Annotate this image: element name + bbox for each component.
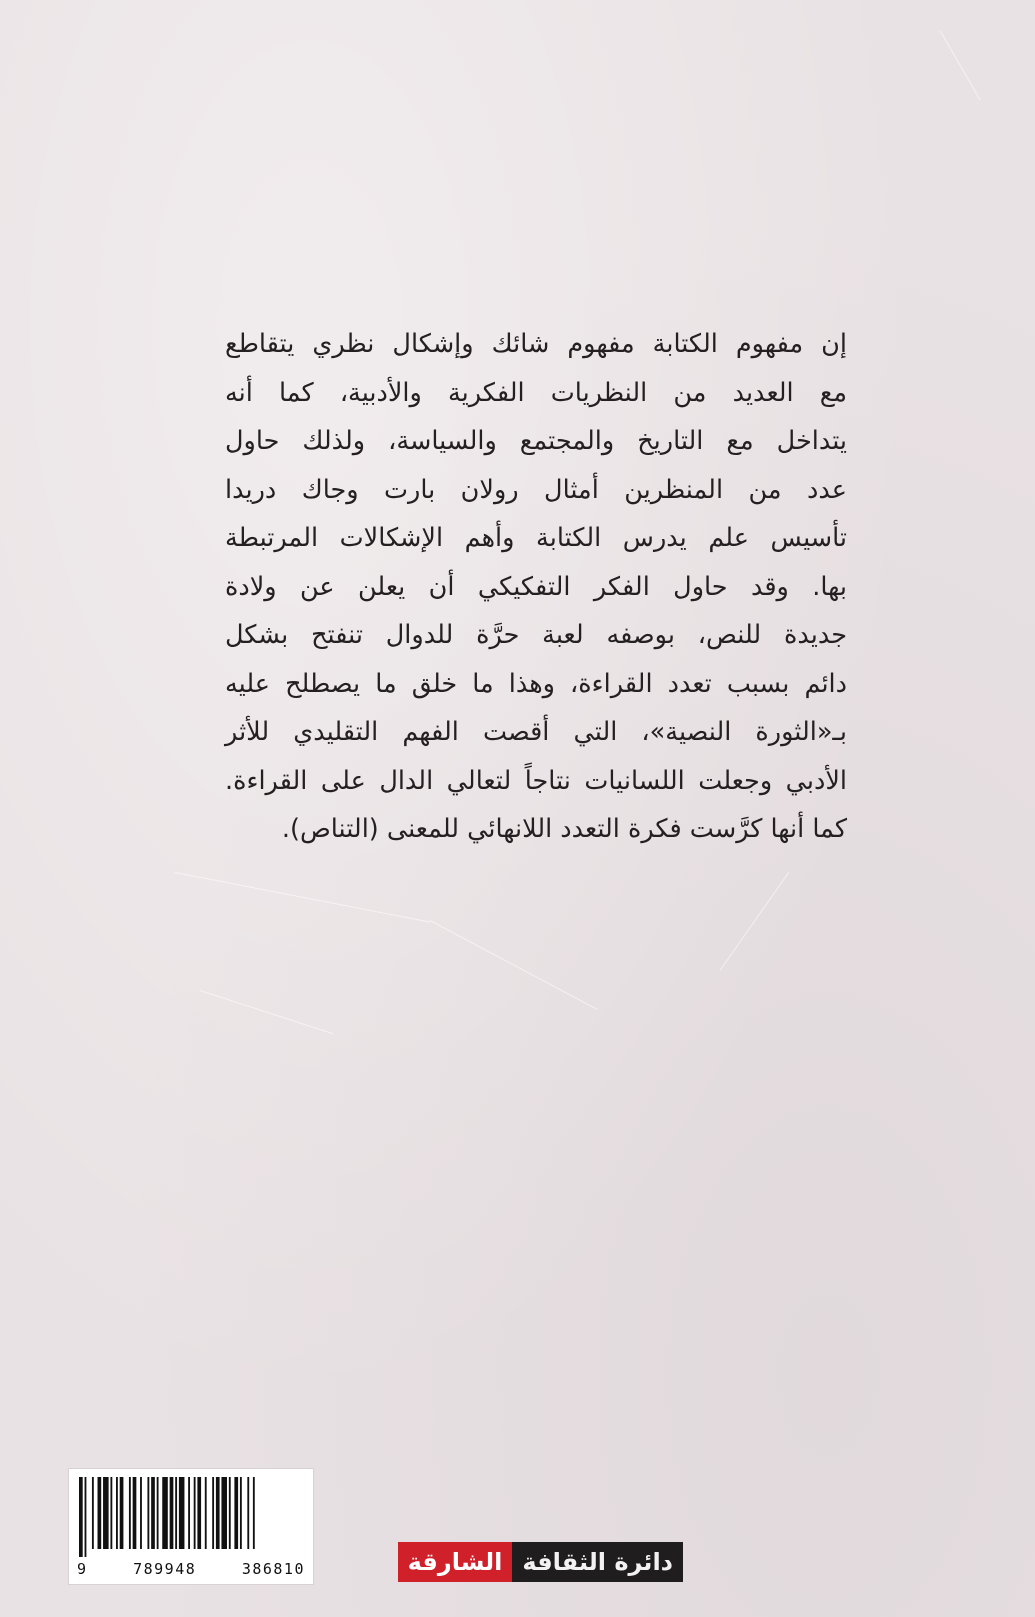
isbn-barcode xyxy=(68,1468,314,1585)
blurb-line: مع العديد من النظريات الفكرية والأدبية، كما أنه xyxy=(225,377,847,408)
barcode-bars-graphic xyxy=(75,1477,307,1557)
back-cover-blurb xyxy=(225,320,847,854)
isbn-digit-group: 789948 xyxy=(133,1560,197,1578)
isbn-digit-group: 9 xyxy=(77,1560,88,1578)
blurb-line: بها. وقد حاول الفكر التفكيكي أن يعلن عن ولادة xyxy=(225,571,847,602)
blurb-line: دائم بسبب تعدد القراءة، وهذا ما خلق ما يصطلح عليه xyxy=(225,668,847,699)
blurb-line: بـ«الثورة النصية»، التي أقصت الفهم التقليدي للأثر xyxy=(225,717,847,747)
publisher-name: دائرة الثقافة xyxy=(512,1542,683,1582)
blurb-line: كما أنها كرَّست فكرة التعدد اللانهائي للمعنى (التناص). xyxy=(281,814,847,844)
paper-crease xyxy=(175,872,430,923)
blurb-line: إن مفهوم الكتابة مفهوم شائك وإشكال نظري يتقاطع xyxy=(225,329,847,359)
publisher-logo xyxy=(387,1542,683,1582)
blurb-line: تأسيس علم يدرس الكتابة وأهم الإشكالات المرتبطة xyxy=(225,523,847,553)
blurb-line: الأدبي وجعلت اللسانيات نتاجاً لتعالي الدال على القراءة. xyxy=(225,765,847,796)
publisher-city: الشارقة xyxy=(398,1542,513,1582)
paper-crease xyxy=(720,872,790,971)
blurb-line: جديدة للنص، بوصفه لعبة حرَّة للدوال تنفتح بشكل xyxy=(225,620,847,650)
paper-crease xyxy=(430,920,598,1010)
blurb-line: يتداخل مع التاريخ والمجتمع والسياسة، ولذلك حاول xyxy=(225,426,847,456)
paper-crease xyxy=(940,30,981,100)
isbn-digit-group: 386810 xyxy=(241,1560,305,1578)
isbn-digits xyxy=(69,1560,313,1578)
paper-crease xyxy=(200,990,333,1034)
blurb-line: عدد من المنظرين أمثال رولان بارت وجاك دريدا xyxy=(225,474,847,505)
